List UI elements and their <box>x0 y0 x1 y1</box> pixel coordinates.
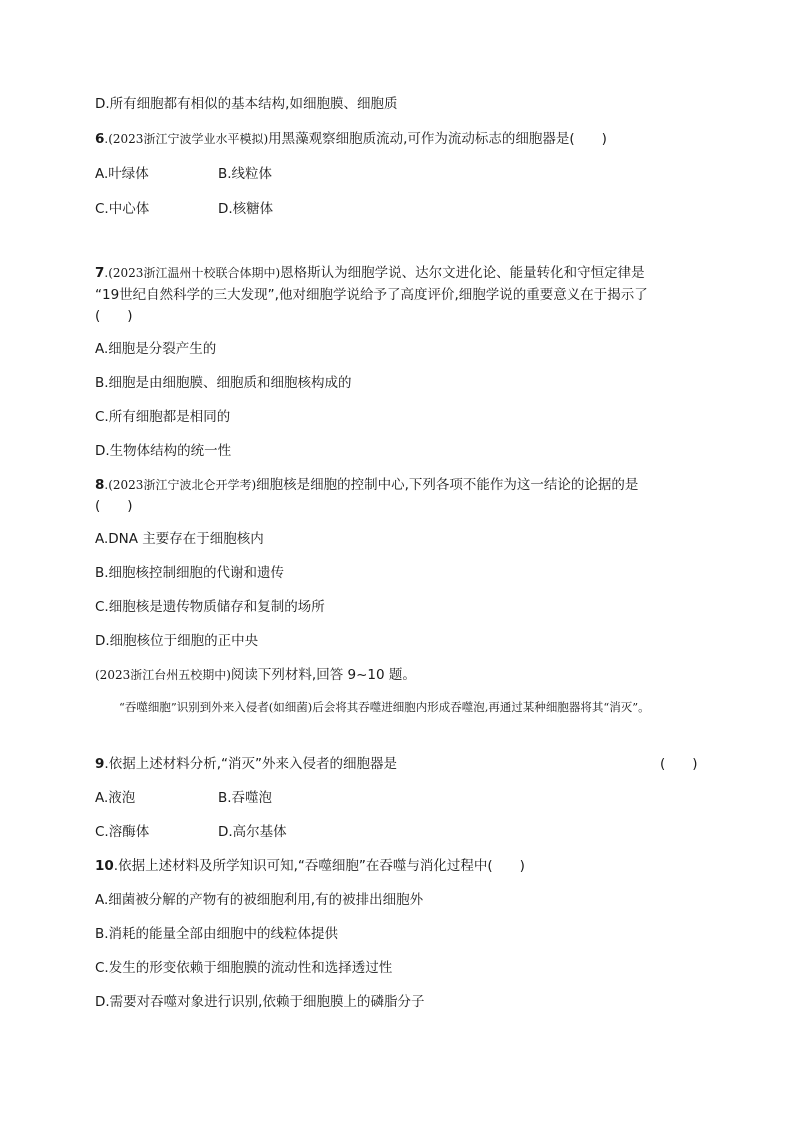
q10-option-a: A.细菌被分解的产物有的被细胞利用,有的被排出细胞外 <box>95 892 424 908</box>
q7-option-c: C.所有细胞都是相同的 <box>95 409 231 425</box>
q6-option-c: C.中心体 <box>95 201 150 217</box>
q8-stem <box>95 476 638 494</box>
q7-option-d: D.生物体结构的统一性 <box>95 443 232 459</box>
q7-stem-text1: 恩格斯认为细胞学说、达尔文进化论、能量转化和守恒定律是 <box>280 265 645 281</box>
q8-source: .(2023浙江宁波北仑开学考) <box>104 478 257 492</box>
q10-stem-text: .依据上述材料及所学知识可知,“吞噬细胞”在吞噬与消化过程中( ) <box>113 858 525 874</box>
q7-source: .(2023浙江温州十校联合体期中) <box>104 266 281 280</box>
q7-option-a: A.细胞是分裂产生的 <box>95 341 217 357</box>
q6-option-b: B.线粒体 <box>218 166 273 182</box>
q9-option-c: C.溶酶体 <box>95 824 150 840</box>
q7-answer-paren: ( ) <box>95 308 133 324</box>
q10-stem <box>95 857 525 875</box>
q7-stem-line2: “19世纪自然科学的三大发现”,他对细胞学说给予了高度评价,细胞学说的重要意义在于揭示了 <box>95 287 648 303</box>
q8-option-b: B.细胞核控制细胞的代谢和遗传 <box>95 565 285 581</box>
q8-number: 8 <box>95 477 105 493</box>
q8-answer-paren: ( ) <box>95 498 133 514</box>
q6-number: 6 <box>95 131 105 147</box>
q8-option-c: C.细胞核是遗传物质储存和复制的场所 <box>95 599 325 615</box>
q8-option-a: A.DNA 主要存在于细胞核内 <box>95 531 264 547</box>
q6-source: .(2023浙江宁波学业水平模拟) <box>104 132 269 146</box>
q9-option-d: D.高尔基体 <box>218 824 287 840</box>
q9-stem <box>95 755 397 773</box>
q10-option-b: B.消耗的能量全部由细胞中的线粒体提供 <box>95 926 339 942</box>
q7-stem-line1 <box>95 264 645 282</box>
material-intro <box>95 666 416 684</box>
q7-option-b: B.细胞是由细胞膜、细胞质和细胞核构成的 <box>95 375 352 391</box>
q9-stem-text: .依据上述材料分析,“消灭”外来入侵者的细胞器是 <box>104 756 397 772</box>
q6-option-d: D.核糖体 <box>218 201 274 217</box>
q5-option-d: D.所有细胞都有相似的基本结构,如细胞膜、细胞质 <box>95 96 398 112</box>
q9-answer-paren: ( ) <box>660 756 698 772</box>
q9-option-b: B.吞噬泡 <box>218 790 273 806</box>
material-source: (2023浙江台州五校期中) <box>95 668 231 682</box>
material-passage: “吞噬细胞”识别到外来入侵者(如细菌)后会将其吞噬进细胞内形成吞噬泡,再通过某种细胞器将其“消灭”。 <box>119 700 650 714</box>
q8-option-d: D.细胞核位于细胞的正中央 <box>95 633 259 649</box>
q10-option-c: C.发生的形变依赖于细胞膜的流动性和选择透过性 <box>95 960 393 976</box>
q7-number: 7 <box>95 265 105 281</box>
q10-option-d: D.需要对吞噬对象进行识别,依赖于细胞膜上的磷脂分子 <box>95 994 425 1010</box>
q9-number: 9 <box>95 756 105 772</box>
q6-stem <box>95 130 607 148</box>
q6-stem-text: 用黑藻观察细胞质流动,可作为流动标志的细胞器是( ) <box>268 131 607 147</box>
q9-option-a: A.液泡 <box>95 790 136 806</box>
q10-number: 10 <box>95 858 114 874</box>
material-intro-text: 阅读下列材料,回答 9~10 题。 <box>230 667 416 683</box>
q8-stem-text: 细胞核是细胞的控制中心,下列各项不能作为这一结论的论据的是 <box>256 477 639 493</box>
q6-option-a: A.叶绿体 <box>95 166 149 182</box>
